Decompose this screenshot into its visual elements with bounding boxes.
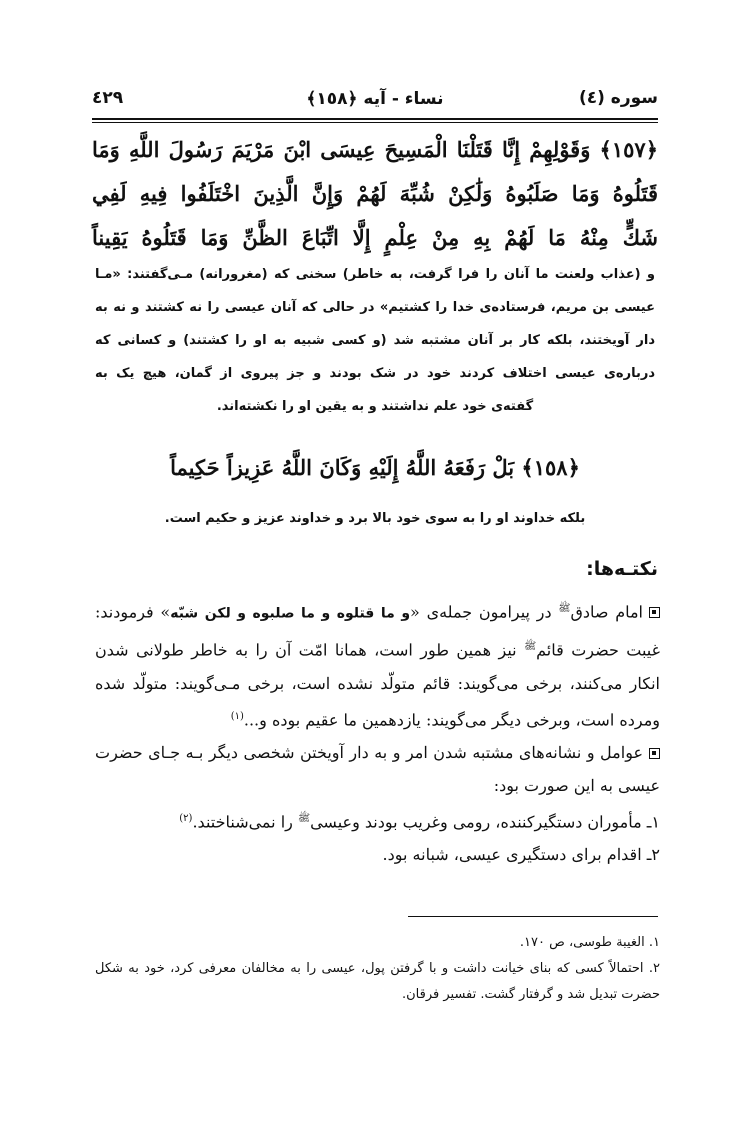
- notes-body: [95, 592, 660, 871]
- verse-157: [92, 128, 658, 260]
- honorific-mark: ﷺ: [524, 641, 537, 653]
- square-bullet-icon: [649, 607, 660, 618]
- footnote-rule: [408, 916, 658, 917]
- square-bullet-icon: [649, 748, 660, 759]
- note-item-2: ٢ـ اقدام برای دستگیری عیسی، شبانه بود.: [382, 845, 660, 865]
- verse-line: قَتَلُوهُ وَمَا صَلَبُوهُ وَلَٰكِنْ شُبِّهَ لَهُمْ وَإِنَّ الَّذِينَ اخْتَلَفُوا فِيهِ لَفِي: [92, 181, 658, 206]
- ayah-label: نساء - آیه ﴿١٥٨﴾: [306, 89, 444, 109]
- footnote-1: ١. الغیبة طوسی، ص ١٧٠.: [519, 935, 660, 950]
- surah-label: سوره (٤): [578, 88, 658, 108]
- honorific-mark: ﷺ: [297, 812, 311, 824]
- verse-158: [92, 446, 658, 490]
- note-paragraph-1: امام صادق$^ﷺ$ در پیرامون جمله‌ی «و ما قتلوه و ما صلبوه و لکن شبّه» فرمودند: غیبت حضرت قائم$^ﷺ$ نیز همین طور است، همانا امّت آن را به خاطر طولانی شدن انکار می‌کنند، برخی می‌گویند: قائم متولّد نشده است، برخی مـی‌گویند: متولّد شده ومرده است، وبرخی دیگر می‌گویند: یازدهمین ما عقیم بوده و...$^{(١)}$: [95, 602, 661, 729]
- footnotes: [95, 930, 660, 1008]
- translation-line: دار آویختند، بلکه کار بر آنان مشتبه شد (و کسی شبیه به او را کشتند) و کسانی که: [95, 333, 655, 348]
- honorific-mark: ﷺ: [558, 603, 571, 614]
- verse-line: ﴿١٥٧﴾ وَقَوْلِهِمْ إِنَّا قَتَلْنَا الْمَسِيحَ عِيسَى ابْنَ مَرْيَمَ رَسُولَ اللَّهِ وَمَا: [92, 137, 658, 162]
- notes-title: نکتـه‌ها:: [586, 558, 658, 580]
- footnote-ref: (٢): [179, 812, 193, 824]
- translation-line: گفته‌ی خود علم نداشتند و به یقین او را نکشته‌اند.: [216, 399, 534, 414]
- note-item-1: ١ـ مأموران دستگیرکننده، رومی وغریب بودند وعیسی$^ﷺ$ را نمی‌شناختند.$^{(٢)}$: [179, 812, 660, 832]
- page-number: ٤٢٩: [92, 88, 124, 108]
- header-rule: [92, 118, 658, 123]
- footnote-ref: (١): [230, 710, 244, 722]
- translation-line: و (عذاب ولعنت ما آنان را فرا گرفت، به خاطر) سخنی که (مغرورانه) مـی‌گفتند: «مـا: [95, 267, 655, 282]
- quoted-phrase: و ما قتلوه و ما صلبوه و لکن شبّه: [170, 605, 411, 622]
- note-paragraph-2: عوامل و نشانه‌های مشتبه شدن امر و به دار آویختن شخصی دیگر بـه جـای حضرت عیسی به این صورت بود:: [95, 742, 660, 795]
- footnote-2: ٢. احتمالاً کسی که بنای خیانت داشت و با گرفتن پول، عیسی را به مخالفان معرفی کرد، خود به شکل حضرت تبدیل شد و گرفتار گشت. تفسیر فرقان.: [95, 961, 660, 1002]
- page-header: [92, 86, 658, 116]
- verse-line: شَكٍّ مِنْهُ مَا لَهُمْ بِهِ مِنْ عِلْمٍ إِلَّا اتِّبَاعَ الظَّنِّ وَمَا قَتَلُوهُ يَقِيناً: [92, 225, 658, 250]
- translation-157: [95, 258, 655, 423]
- translation-line: عیسی بن مریم، فرستاده‌ی خدا را کشتیم» در حالی که آنان عیسی را نه کشتند و نه به: [95, 300, 655, 315]
- translation-158: [95, 502, 655, 535]
- translation-line: بلکه خداوند او را به سوی خود بالا برد و خداوند عزیز و حکیم است.: [164, 511, 586, 526]
- translation-line: درباره‌ی عیسی اختلاف کردند خود در شک بودند و جز پیروی از گمان، هیچ یک به: [95, 366, 655, 381]
- verse-line: ﴿١٥٨﴾ بَلْ رَفَعَهُ اللَّهُ إِلَيْهِ وَكَانَ اللَّهُ عَزِيزاً حَكِيماً: [170, 455, 580, 480]
